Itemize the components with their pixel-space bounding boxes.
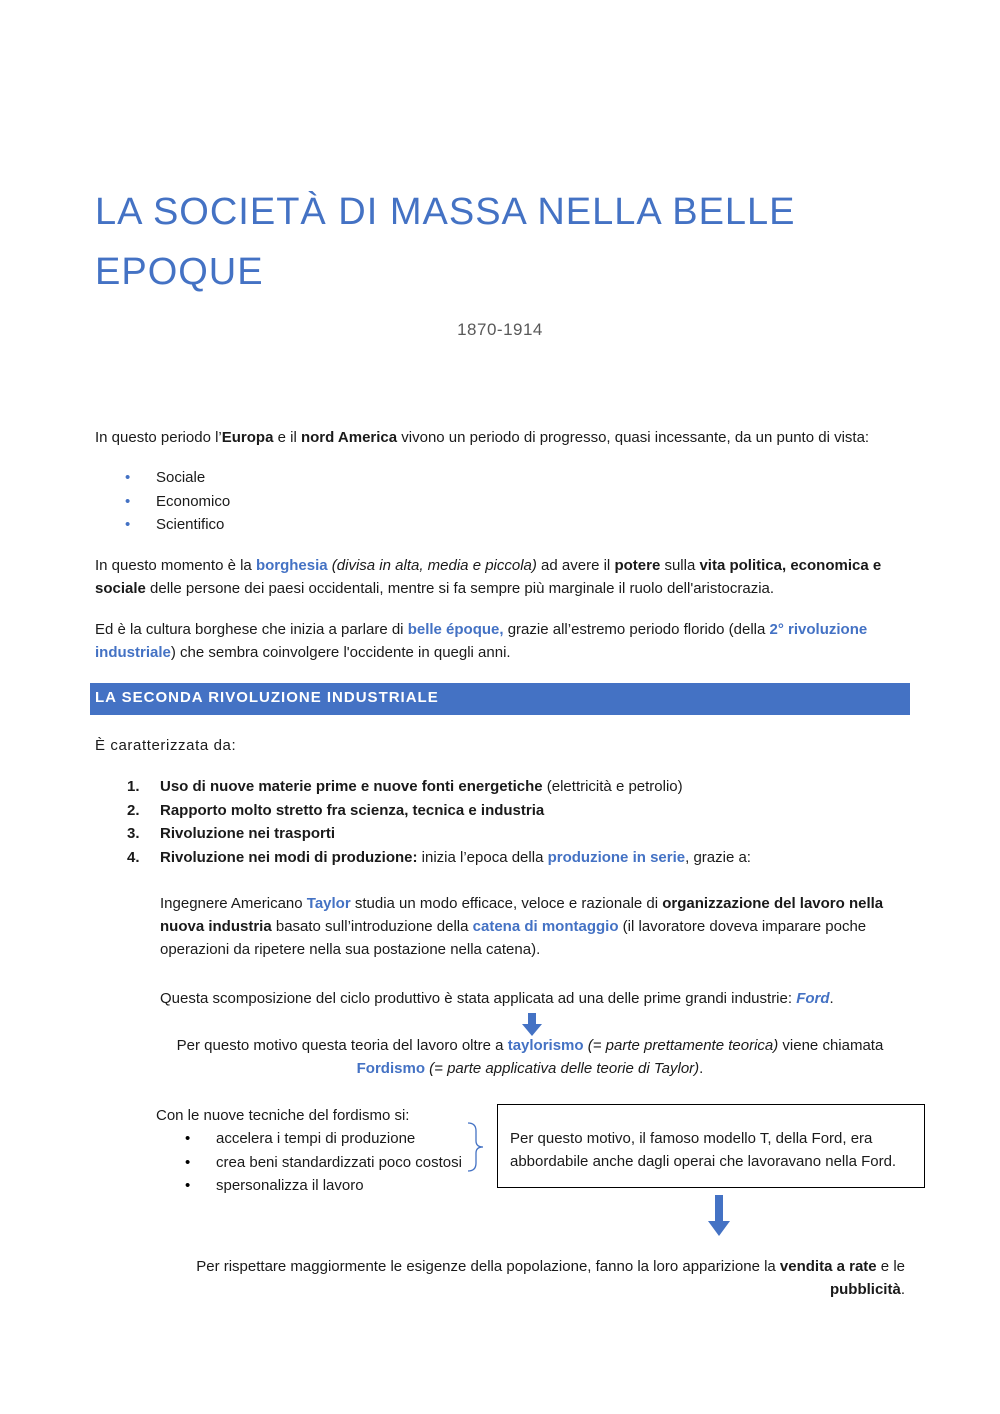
text-run: grazie all’estremo periodo florido (della [503, 621, 770, 638]
text-run: ad avere il [536, 557, 615, 574]
paragraph-line [150, 1034, 910, 1057]
paragraph-line [160, 1278, 905, 1301]
paragraph-line [95, 618, 915, 641]
paragraph-line [160, 1255, 905, 1278]
taylor-term: Taylor [306, 895, 351, 912]
industriale-term: industriale [95, 644, 171, 661]
text-run: studia un modo efficace, veloce e razionale di [350, 895, 663, 912]
europa-term: Europa [221, 429, 274, 446]
text-run: Per questo motivo questa teoria del lavoro oltre a [176, 1037, 508, 1054]
text-run: Questa scomposizione del ciclo produttivo è stata applicata ad una delle prime grandi industrie: [160, 990, 797, 1007]
model-t-note-box [497, 1104, 925, 1188]
intro-text-2: e il [273, 429, 301, 446]
list-item-rest: inizia l’epoca della [417, 848, 548, 866]
box-line-1: Per questo motivo, il famoso modello T, della Ford, era [510, 1130, 873, 1147]
list-item: • crea beni standardizzati poco costosi [185, 1151, 462, 1175]
list-item: • Economico [125, 490, 230, 514]
nuova-industria-term: nuova industria [160, 918, 272, 935]
text-run: basato sull’introduzione della [271, 918, 473, 935]
text-run: delle persone dei paesi occidentali, mentre si fa sempre più marginale il ruolo dell'aristocrazia. [145, 580, 775, 597]
borghesia-paragraph [95, 554, 915, 600]
produzione-in-serie-term: produzione in serie [547, 848, 686, 866]
nord-america-term: nord America [300, 429, 398, 446]
list-number: 1. [127, 778, 140, 795]
taylor-paragraph [160, 892, 910, 961]
fordism-intro: Con le nuove tecniche del fordismo si: [156, 1107, 410, 1124]
text-run: (il lavoratore doveva imparare poche [618, 918, 867, 935]
list-number: 3. [127, 825, 140, 842]
paragraph-line [95, 554, 915, 577]
text-run: Per rispettare maggiormente le esigenze della popolazione, fanno la loro apparizione la [196, 1258, 780, 1275]
brace-icon [466, 1121, 490, 1173]
text-run: In questo momento è la [95, 557, 256, 574]
organizzazione-term: organizzazione del lavoro nella [662, 895, 884, 912]
box-line-2: abbordabile anche dagli operai che lavoravano nella Ford. [510, 1153, 897, 1170]
list-item: • spersonalizza il lavoro [185, 1174, 462, 1198]
fordism-effects-list [185, 1127, 462, 1198]
aspects-list [125, 466, 230, 537]
down-arrow-icon [708, 1195, 730, 1237]
teorica-note: (= parte prettamente teorica) [587, 1037, 779, 1054]
catena-term: catena di montaggio [472, 918, 619, 935]
characterized-label: È caratterizzata da: [95, 737, 237, 754]
title-line-1: LA SOCIETÀ DI MASSA NELLA BELLE [95, 191, 796, 233]
belle-epoque-term: belle époque, [407, 621, 504, 638]
applicativa-note: (= parte applicativa delle teorie di Taylor) [429, 1060, 700, 1077]
text-run: . [699, 1060, 704, 1077]
paragraph-line [160, 892, 910, 915]
intro-paragraph [95, 426, 915, 449]
section-heading: LA SECONDA RIVOLUZIONE INDUSTRIALE [95, 689, 439, 706]
list-item: • accelera i tempi di produzione [185, 1127, 462, 1151]
list-item-bold: Rivoluzione nei modi di produzione: [160, 848, 418, 866]
paragraph-line: operazioni da ripetere nella sua postazione nella catena). [160, 941, 541, 958]
list-item-bold: Uso di nuove materie prime e nuove fonti energetiche [160, 778, 543, 795]
vita-term: vita politica, economica e [699, 557, 882, 574]
document-title [95, 182, 815, 302]
list-item [127, 775, 751, 799]
taylorismo-term: taylorismo [507, 1037, 584, 1054]
text-run: viene chiamata [778, 1037, 884, 1054]
intro-text-3: vivono un periodo di progresso, quasi incessante, da un punto di vista: [397, 429, 870, 446]
text-run: e le [876, 1258, 905, 1275]
text-run: Ingegnere Americano [160, 895, 307, 912]
list-item: • Scientifico [125, 513, 230, 537]
final-paragraph [160, 1255, 905, 1301]
vendita-a-rate-term: vendita a rate [779, 1258, 877, 1275]
list-number: 2. [127, 801, 140, 819]
text-run: Ed è la cultura borghese che inizia a parlare di [95, 621, 408, 638]
list-item [127, 846, 751, 870]
list-item: • Sociale [125, 466, 230, 490]
text-run: ) che sembra coinvolgere l'occidente in quegli anni. [170, 644, 511, 661]
fordismo-term: Fordismo [356, 1060, 425, 1077]
paragraph-line [150, 1057, 910, 1080]
fordismo-paragraph [150, 1034, 910, 1080]
paragraph-line [95, 641, 915, 664]
title-line-2: EPOQUE [95, 251, 264, 293]
pubblicita-term: pubblicità [829, 1281, 901, 1298]
list-item [127, 822, 751, 846]
text-run: sulla [660, 557, 700, 574]
ford-term: Ford [796, 990, 830, 1007]
belle-epoque-paragraph [95, 618, 915, 664]
list-number: 4. [127, 848, 140, 866]
text-run: . [829, 990, 834, 1007]
text-run: . [900, 1281, 905, 1298]
paragraph-line [160, 915, 910, 938]
intro-text-1: In questo periodo l’ [95, 429, 222, 446]
ford-paragraph [160, 987, 920, 1010]
list-item-bold: Rapporto molto stretto fra scienza, tecnica e industria [160, 801, 545, 819]
characteristics-list [127, 775, 751, 869]
sociale-term: sociale [95, 580, 146, 597]
list-item-bold: Rivoluzione nei trasporti [160, 825, 336, 842]
model-t-note [510, 1127, 920, 1173]
paragraph-line [95, 577, 915, 600]
potere-term: potere [614, 557, 661, 574]
list-item-rest: , grazie a: [685, 848, 751, 866]
rivoluzione-term: 2° rivoluzione [769, 621, 868, 638]
divisa-note: (divisa in alta, media e piccola) [331, 557, 537, 574]
section-heading-banner [90, 683, 910, 715]
borghesia-term: borghesia [255, 557, 328, 574]
date-range-subtitle: 1870-1914 [457, 320, 543, 339]
list-item-rest: (elettricità e petrolio) [542, 778, 683, 795]
list-item [127, 799, 751, 823]
